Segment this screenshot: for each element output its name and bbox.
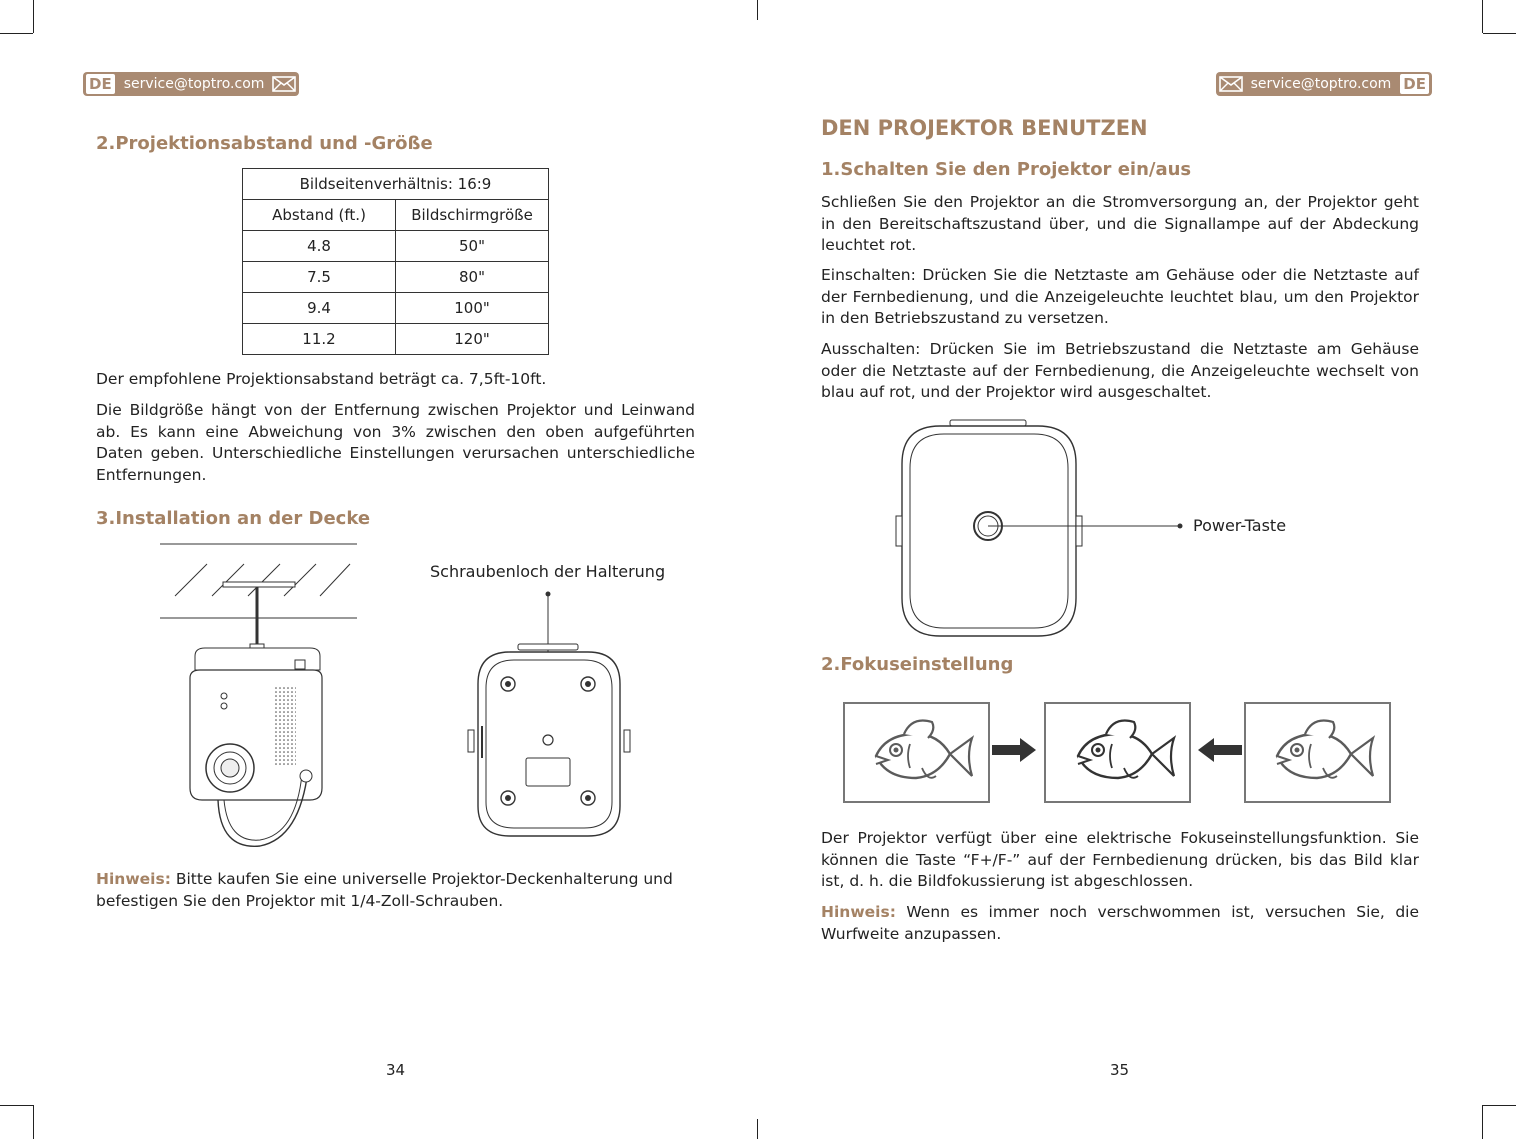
arrow-right-icon bbox=[992, 738, 1036, 762]
power-paragraph-1: Schließen Sie den Projektor an die Stromversorgung an, der Projektor geht in den Bereitschaftszustand über, und die Signallampe auf der Abdeckung leuchtet rot. bbox=[821, 193, 1419, 254]
size-paragraph: Die Bildgröße hängt von der Entfernung zwischen Projektor und Leinwand ab. Es kann eine Abweichung von 3% zwischen den oben aufgeführten Daten geben. Unterschiedliche Einstellungen verursachen unterschiedliche Entfernungen. bbox=[96, 401, 695, 484]
table-title: Bildseitenverhältnis: 16:9 bbox=[243, 169, 549, 200]
section-title: 3.Installation an der Decke bbox=[96, 508, 371, 529]
distance-table bbox=[242, 168, 549, 355]
arrow-left-icon bbox=[1198, 738, 1242, 762]
language-tag: DE bbox=[85, 73, 116, 95]
crop-mark bbox=[0, 1105, 33, 1106]
table-cell: 50" bbox=[396, 231, 549, 262]
crop-mark bbox=[0, 33, 33, 34]
page-number: 34 bbox=[386, 1061, 406, 1079]
service-email[interactable]: service@toptro.com bbox=[1250, 76, 1392, 92]
table-cell: 11.2 bbox=[243, 324, 396, 355]
main-title: DEN PROJEKTOR BENUTZEN bbox=[821, 116, 1148, 140]
header-badge-left bbox=[83, 72, 299, 96]
section-title: 1.Schalten Sie den Projektor ein/aus bbox=[821, 159, 1192, 180]
table-row bbox=[243, 293, 549, 324]
crop-mark bbox=[33, 1105, 34, 1139]
mail-icon bbox=[272, 76, 296, 92]
crop-mark bbox=[757, 0, 758, 20]
page-number: 35 bbox=[1110, 1061, 1130, 1079]
focus-paragraph: Der Projektor verfügt über eine elektrische Fokuseinstellungsfunktion. Sie können die Taste “F+/F-” auf der Fernbedienung drücken, bis das Bild klar ist, d. h. die Bildfokussierung ist abgeschlossen. bbox=[821, 829, 1419, 890]
projector-top-illustration bbox=[890, 416, 1200, 642]
power-paragraph-2: Einschalten: Drücken Sie die Netztaste am Gehäuse oder die Netztaste auf der Fernbedienung, und die Anzeigeleuchte leuchtet blau, um den Projektor in den Betriebszustand zu versetzen. bbox=[821, 266, 1419, 327]
hint-text: Wenn es immer noch verschwommen ist, versuchen Sie, die Wurfweite anzupassen. bbox=[821, 903, 1419, 943]
crop-mark bbox=[1483, 1105, 1516, 1106]
crop-mark bbox=[1482, 1105, 1483, 1139]
recommended-distance: Der empfohlene Projektionsabstand beträgt ca. 7,5ft-10ft. bbox=[96, 370, 547, 388]
language-tag: DE bbox=[1399, 73, 1430, 95]
table-header: Abstand (ft.) bbox=[243, 200, 396, 231]
hint-text: Bitte kaufen Sie eine universelle Projektor-Deckenhalterung und befestigen Sie den Projektor mit 1/4-Zoll-Schrauben. bbox=[96, 870, 673, 910]
section-title: 2.Projektionsabstand und -Größe bbox=[96, 133, 433, 154]
focus-hint bbox=[821, 902, 1419, 945]
crop-mark bbox=[757, 1119, 758, 1139]
table-header: Bildschirmgröße bbox=[396, 200, 549, 231]
table-cell: 7.5 bbox=[243, 262, 396, 293]
ceiling-hint bbox=[96, 869, 696, 912]
table-cell: 9.4 bbox=[243, 293, 396, 324]
focus-illustration bbox=[840, 698, 1400, 808]
mail-icon bbox=[1219, 76, 1243, 92]
screw-hole-label: Schraubenloch der Halterung bbox=[430, 562, 666, 581]
table-row bbox=[243, 262, 549, 293]
table-row bbox=[243, 324, 549, 355]
power-button-label: Power-Taste bbox=[1193, 516, 1287, 535]
hint-label: Hinweis: bbox=[96, 870, 171, 888]
table-cell: 100" bbox=[396, 293, 549, 324]
crop-mark bbox=[1482, 0, 1483, 33]
table-cell: 80" bbox=[396, 262, 549, 293]
table-row bbox=[243, 231, 549, 262]
ceiling-mount-illustration bbox=[150, 538, 370, 858]
service-email[interactable]: service@toptro.com bbox=[123, 76, 265, 92]
header-badge-right bbox=[1216, 72, 1432, 96]
table-cell: 4.8 bbox=[243, 231, 396, 262]
crop-mark bbox=[1483, 33, 1516, 34]
hint-label: Hinweis: bbox=[821, 903, 896, 921]
power-paragraph-3: Ausschalten: Drücken Sie im Betriebszustand die Netztaste am Gehäuse oder die Netztaste auf der Fernbedienung, die Anzeigeleuchte wechselt von blau auf rot, und der Projektor wird ausgeschaltet. bbox=[821, 340, 1419, 401]
section-title: 2.Fokuseinstellung bbox=[821, 654, 1014, 675]
table-cell: 120" bbox=[396, 324, 549, 355]
crop-mark bbox=[33, 0, 34, 33]
projector-bottom-illustration bbox=[462, 588, 637, 842]
